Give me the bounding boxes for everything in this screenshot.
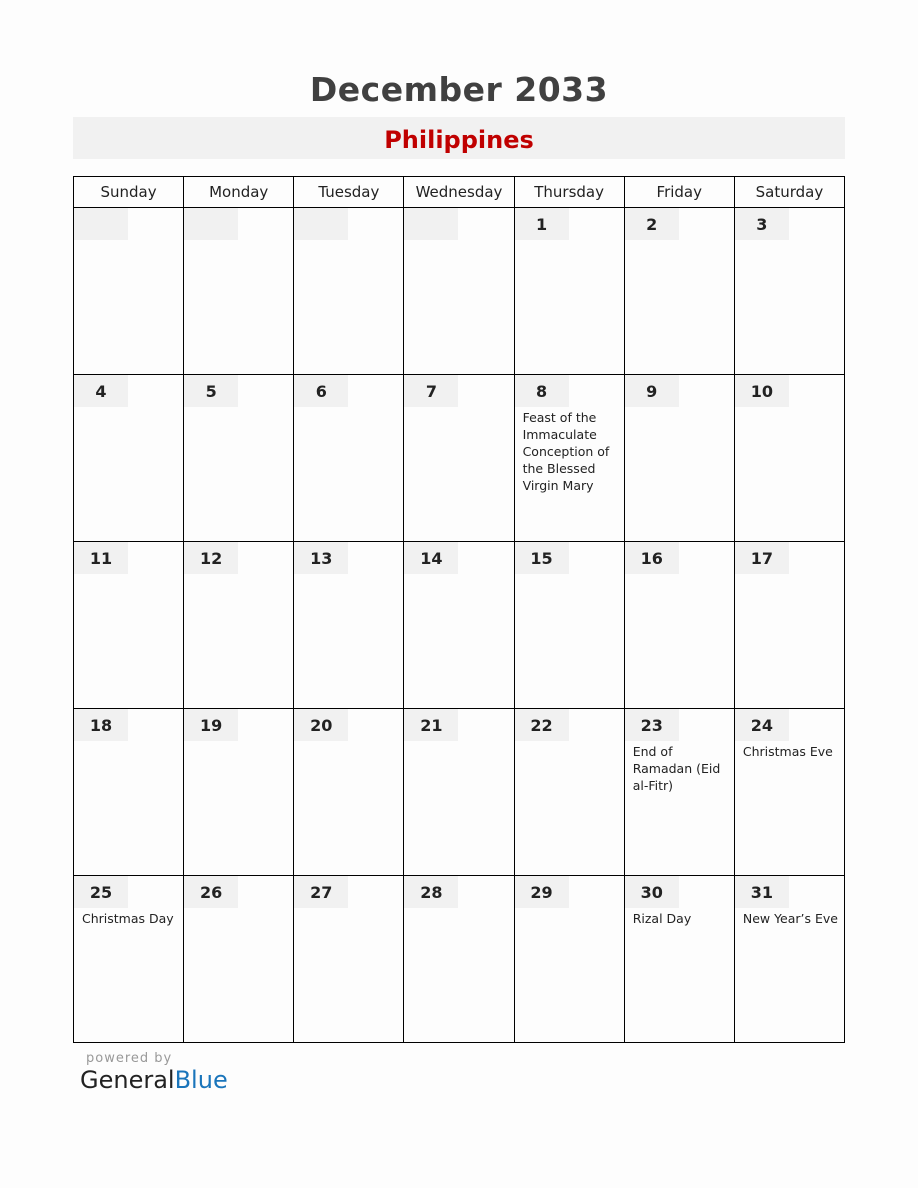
day-number: 10 <box>735 375 789 407</box>
holiday-label <box>184 574 293 576</box>
day-cell <box>74 375 184 542</box>
day-number: 1 <box>515 208 569 240</box>
country-band <box>73 117 845 159</box>
day-number: 17 <box>735 542 789 574</box>
weekday-monday: Monday <box>184 177 294 208</box>
holiday-label <box>184 741 293 743</box>
holiday-label <box>294 908 403 910</box>
week-row <box>74 375 845 542</box>
day-cell <box>734 208 844 375</box>
day-cell <box>184 208 294 375</box>
holiday-label <box>74 574 183 576</box>
holiday-label <box>404 240 513 242</box>
day-number: 27 <box>294 876 348 908</box>
brand-blue: Blue <box>174 1066 228 1094</box>
day-cell <box>404 709 514 876</box>
day-number <box>404 208 458 240</box>
day-cell <box>74 208 184 375</box>
day-cell <box>514 876 624 1043</box>
day-cell <box>74 876 184 1043</box>
holiday-label: Rizal Day <box>632 911 692 926</box>
calendar-grid <box>73 176 845 1043</box>
day-number <box>184 208 238 240</box>
holiday-label <box>625 240 734 242</box>
day-cell <box>624 709 734 876</box>
day-cell <box>404 876 514 1043</box>
day-number: 29 <box>515 876 569 908</box>
week-row <box>74 709 845 876</box>
holiday-label <box>515 574 624 576</box>
day-cell <box>734 375 844 542</box>
week-row <box>74 208 845 375</box>
day-cell <box>74 709 184 876</box>
holiday-label <box>294 741 403 743</box>
day-number: 18 <box>74 709 128 741</box>
holiday-label <box>74 741 183 743</box>
day-number: 22 <box>515 709 569 741</box>
day-cell <box>514 208 624 375</box>
day-cell <box>514 709 624 876</box>
day-cell <box>294 208 404 375</box>
week-row <box>74 542 845 709</box>
day-number: 2 <box>625 208 679 240</box>
day-number: 31 <box>735 876 789 908</box>
day-cell <box>184 876 294 1043</box>
holiday-label: Christmas Day <box>82 911 174 926</box>
holiday-label: New Year’s Eve <box>742 911 838 926</box>
holiday-label <box>735 574 844 576</box>
day-number: 5 <box>184 375 238 407</box>
holiday-label <box>625 407 734 409</box>
day-cell <box>624 542 734 709</box>
day-number: 11 <box>74 542 128 574</box>
holiday-label: Feast of the Immaculate Conception of the Blessed Virgin Mary <box>522 410 610 493</box>
holiday-label <box>515 908 624 910</box>
holiday-label <box>184 240 293 242</box>
brand-general: General <box>80 1066 175 1094</box>
day-cell <box>734 876 844 1043</box>
day-number: 8 <box>515 375 569 407</box>
day-cell <box>294 876 404 1043</box>
day-number: 14 <box>404 542 458 574</box>
day-cell <box>404 375 514 542</box>
holiday-label <box>404 407 513 409</box>
holiday-label <box>515 741 624 743</box>
day-cell <box>184 542 294 709</box>
day-number: 4 <box>74 375 128 407</box>
holiday-label <box>735 407 844 409</box>
day-number: 20 <box>294 709 348 741</box>
day-cell <box>624 208 734 375</box>
day-number <box>74 208 128 240</box>
day-number: 3 <box>735 208 789 240</box>
day-number: 30 <box>625 876 679 908</box>
weekday-friday: Friday <box>624 177 734 208</box>
day-number: 12 <box>184 542 238 574</box>
holiday-label: Christmas Eve <box>742 744 833 759</box>
day-cell <box>184 709 294 876</box>
day-number: 26 <box>184 876 238 908</box>
generalblue-logo <box>80 1066 228 1094</box>
page-title: December 2033 <box>309 70 609 109</box>
day-number: 7 <box>404 375 458 407</box>
day-number: 21 <box>404 709 458 741</box>
day-cell <box>514 542 624 709</box>
holiday-label <box>294 240 403 242</box>
holiday-label <box>515 240 624 242</box>
day-number: 6 <box>294 375 348 407</box>
weekday-header-row <box>74 177 845 208</box>
day-number: 19 <box>184 709 238 741</box>
day-number: 25 <box>74 876 128 908</box>
day-cell <box>624 375 734 542</box>
powered-by-label: powered by <box>86 1051 173 1066</box>
day-number: 16 <box>625 542 679 574</box>
day-cell <box>404 542 514 709</box>
holiday-label <box>404 741 513 743</box>
holiday-label <box>404 908 513 910</box>
day-cell <box>624 876 734 1043</box>
country-name: Philippines <box>384 126 534 154</box>
day-number: 24 <box>735 709 789 741</box>
weekday-tuesday: Tuesday <box>294 177 404 208</box>
weekday-sunday: Sunday <box>74 177 184 208</box>
day-number: 23 <box>625 709 679 741</box>
holiday-label <box>404 574 513 576</box>
day-number <box>294 208 348 240</box>
day-number: 15 <box>515 542 569 574</box>
day-cell <box>294 709 404 876</box>
day-cell <box>184 375 294 542</box>
day-number: 28 <box>404 876 458 908</box>
weekday-saturday: Saturday <box>734 177 844 208</box>
holiday-label <box>294 407 403 409</box>
holiday-label <box>184 407 293 409</box>
day-cell <box>514 375 624 542</box>
day-cell <box>734 542 844 709</box>
day-cell <box>294 375 404 542</box>
holiday-label <box>294 574 403 576</box>
weekday-thursday: Thursday <box>514 177 624 208</box>
day-number: 13 <box>294 542 348 574</box>
holiday-label <box>74 407 183 409</box>
holiday-label <box>625 574 734 576</box>
weekday-wednesday: Wednesday <box>404 177 514 208</box>
day-cell <box>74 542 184 709</box>
holiday-label <box>735 240 844 242</box>
holiday-label: End of Ramadan (Eid al-Fitr) <box>632 744 721 793</box>
day-number: 9 <box>625 375 679 407</box>
holiday-label <box>184 908 293 910</box>
day-cell <box>734 709 844 876</box>
holiday-label <box>74 240 183 242</box>
day-cell <box>404 208 514 375</box>
week-row <box>74 876 845 1043</box>
day-cell <box>294 542 404 709</box>
